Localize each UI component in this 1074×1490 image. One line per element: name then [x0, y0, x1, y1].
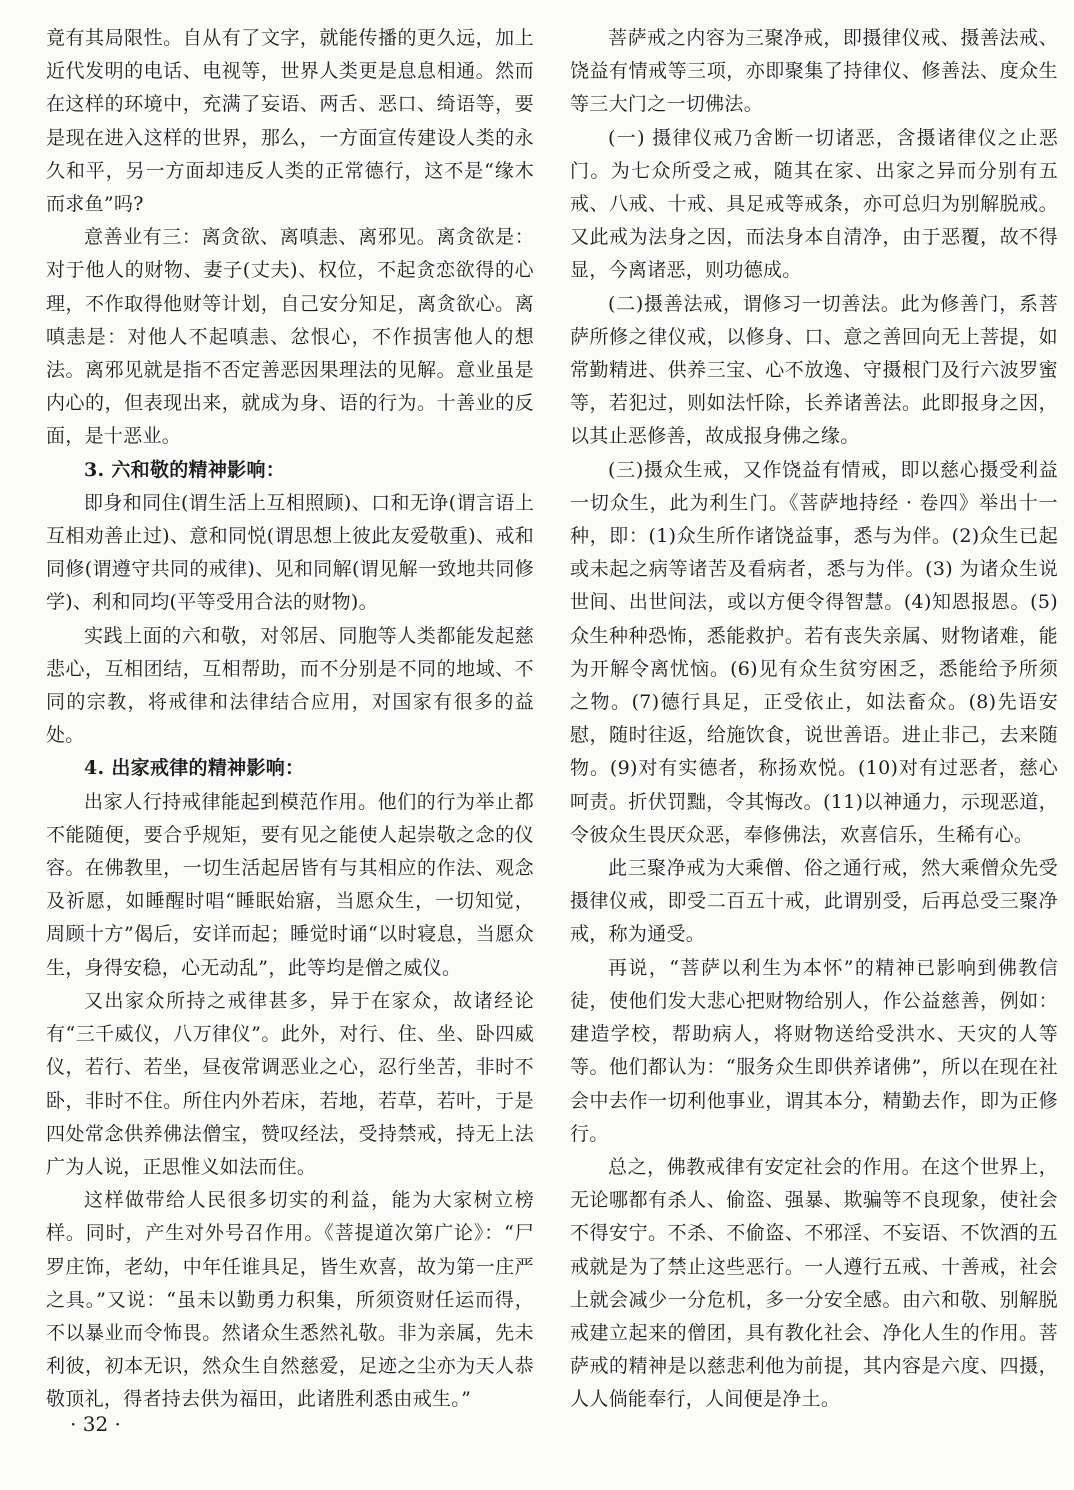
section-heading: 4. 出家戒律的精神影响：: [84, 757, 305, 780]
paragraph: (一) 摄律仪戒乃舍断一切诸恶，含摄诸律仪之止恶门。为七众所受之戒，随其在家、出家之异而分别有五戒、八戒、十戒、具足戒等戒条，亦可总归为别解脱戒。又此戒为法身之因，而法身本自清净，由于恶覆，故不得显，今离诸恶，则功德成。: [570, 126, 1058, 282]
paragraph: 竟有其局限性。自从有了文字，就能传播的更久远，加上近代发明的电话、电视等，世界人类更是息息相通。然而在这样的环境中，充满了妄语、两舌、恶口、绮语等，要是现在进入这样的世界，那么，一方面宣传建设人类的永久和平，另一方面却违反人类的正常德行，这不是“缘木而求鱼”吗?: [46, 27, 534, 216]
left-column: [46, 22, 534, 1422]
paragraph: 总之，佛教戒律有安定社会的作用。在这个世界上，无论哪都有杀人、偷盗、强暴、欺骗等不良现象，使社会不得安宁。不杀、不偷盗、不邪淫、不妄语、不饮酒的五戒就是为了禁止这些恶行。一人遵行五戒、十善戒，社会上就会减少一分危机，多一分安全感。由六和敬、别解脱戒建立起来的僧团，具有教化社会、净化人生的作用。菩萨戒的精神是以慈悲利他为前提，其内容是六度、四摄，人人倘能奉行，人间便是净土。: [570, 1155, 1058, 1411]
paragraph: 意善业有三：离贪欲、离嗔恚、离邪见。离贪欲是：对于他人的财物、妻子(丈夫)、权位，不起贪恋欲得的心理，不作取得他财等计划，自己安分知足，离贪欲心。离嗔恚是：对他人不起嗔恚、忿恨心，不作损害他人的想法。离邪见就是指不否定善恶因果理法的见解。意业虽是内心的，但表现出来，就成为身、语的行为。十善业的反面，是十恶业。: [46, 226, 534, 448]
paragraph: 这样做带给人民很多切实的利益，能为大家树立榜样。同时，产生对外号召作用。《菩提道次第广论》：“尸罗庄饰，老幼，中年任谁具足，皆生欢喜，故为第一庄严之具。”又说：“虽未以勤勇力积集，所须资财任运而得，不以暴业而令怖畏。然诸众生悉然礼敬。非为亲属，先未利彼，初本无识，然众生自然慈爱，足迹之尘亦为天人恭敬顶礼，得者持去供为福田，此诸胜利悉由戒生。”: [46, 1189, 534, 1411]
paragraph: 出家人行持戒律能起到模范作用。他们的行为举止都不能随便，要合乎规矩，要有见之能使人起崇敬之念的仪容。在佛教里，一切生活起居皆有与其相应的作法、观念及祈愿，如睡醒时唱“睡眠始寤，当愿众生，一切知觉，周顾十方”偈后，安详而起；睡觉时诵“以时寝息，当愿众生，身得安稳，心无动乱”，此等均是僧之威仪。: [46, 790, 534, 979]
author-note: [570, 1421, 1058, 1422]
paragraph: 即身和同住(谓生活上互相照顾)、口和无诤(谓言语上互相劝善止过)、意和同悦(谓思想上彼此友爱敬重)、戒和同修(谓遵守共同的戒律)、见和同解(谓见解一致地共同修学)、利和同均(平等受用合法的财物)。: [46, 491, 534, 614]
paragraph: 实践上面的六和敬，对邻居、同胞等人类都能发起慈悲心，互相团结，互相帮助，而不分别是不同的地域、不同的宗教，将戒律和法律结合应用，对国家有很多的益处。: [46, 624, 534, 747]
paragraph: 菩萨戒之内容为三聚净戒，即摄律仪戒、摄善法戒、饶益有情戒等三项，亦即聚集了持律仪、修善法、度众生等三大门之一切佛法。: [570, 27, 1058, 116]
paragraph: (三)摄众生戒，又作饶益有情戒，即以慈心摄受利益一切众生，此为利生门。《菩萨地持经 · 卷四》举出十一种，即：(1)众生所作诸饶益事，悉与为伴。(2)众生已起或未起之病等诸苦及看病者，悉与为伴。(3) 为诸众生说世间、出世间法，或以方便令得智慧。(4)知恩报恩。(5)众生种种恐怖，悉能救护。若有丧失亲属、财物诸难，能为开解令离忧恼。(6)见有众生贫穷困乏，悉能给予所须之物。(7)德行具足，正受依止，如法畜众。(8)先语安慰，随时往返，给施饮食，说世善语。进止非己，去来随物。(9)对有实德者，称扬欢悦。(10)对有过恶者，慈心呵责。折伏罚黜，令其悔改。(11)以神通力，示现恶道，令彼众生畏厌众恶，奉修佛法，欢喜信乐，生稀有心。: [570, 458, 1058, 846]
paragraph: 再说，“菩萨以利生为本怀”的精神已影响到佛教信徒，使他们发大悲心把财物给别人，作公益慈善，例如：建造学校，帮助病人，将财物送给受洪水、天灾的人等等。他们都认为：“服务众生即供养诸佛”，所以在现在社会中去作一切利他事业，谓其本分，精勤去作，即为正修行。: [570, 956, 1058, 1145]
paragraph: 此三聚净戒为大乘僧、俗之通行戒，然大乘僧众先受摄律仪戒，即受二百五十戒，此谓别受，后再总受三聚净戒，称为通受。: [570, 857, 1058, 946]
paragraph: 又出家众所持之戒律甚多，异于在家众，故诸经论有“三千威仪，八万律仪”。此外，对行、住、坐、卧四威仪，若行、若坐，昼夜常调恶业之心，忍行坐苦，非时不卧，非时不住。所住内外若床，若地，若草，若叶，于是四处常念供养佛法僧宝，赞叹经法，受持禁戒，持无上法广为人说，正思惟义如法而住。: [46, 989, 534, 1178]
right-column: [570, 22, 1058, 1422]
paragraph: (二)摄善法戒，谓修习一切善法。此为修善门，系菩萨所修之律仪戒，以修身、口、意之善回向无上菩提，如常勤精进、供养三宝、心不放逸、守摄根门及行六波罗蜜等，若犯过，则如法忏除，长养诸善法。此即报身之因，以其止恶修善，故成报身佛之缘。: [570, 292, 1058, 448]
section-heading: 3. 六和敬的精神影响：: [84, 458, 286, 481]
page-number: · 32 ·: [70, 1412, 121, 1436]
